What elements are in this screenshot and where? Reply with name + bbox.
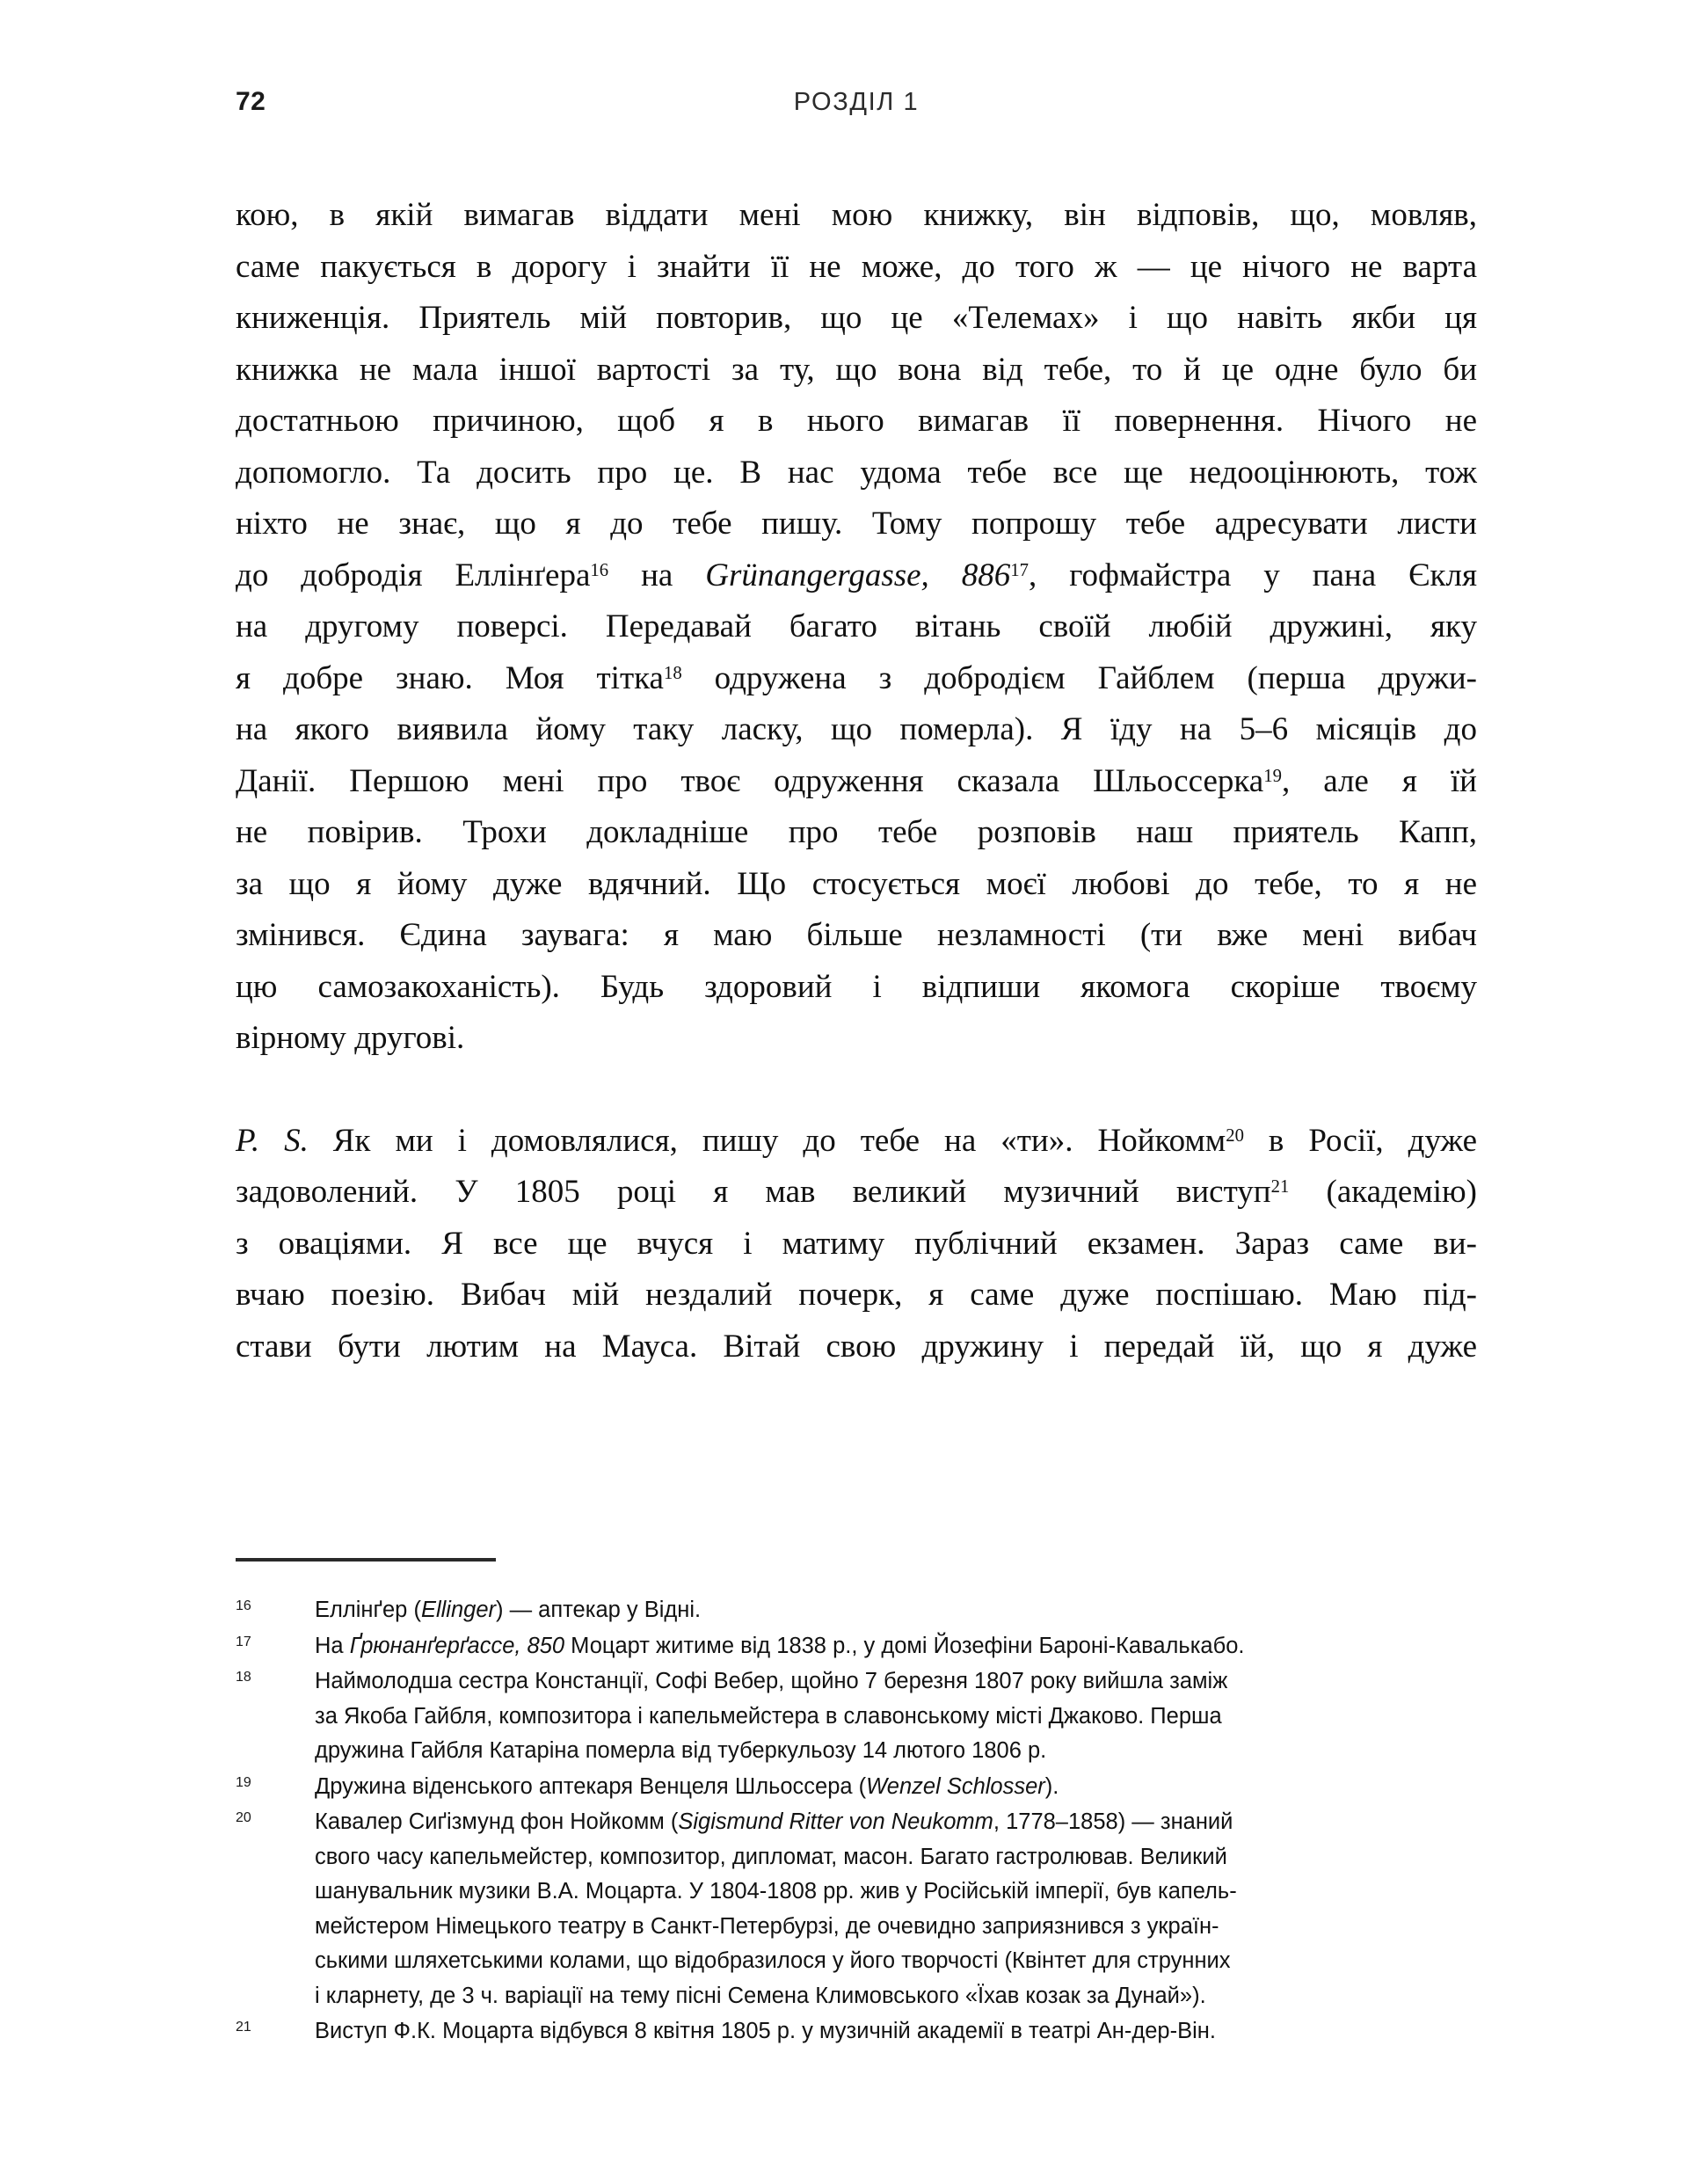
body-text-run: задоволений. У 1805 році я мав великий музичний виступ xyxy=(236,1174,1271,1210)
footnote-italic-run: Wenzel Schlosser xyxy=(866,1773,1045,1799)
body-line: на другому поверсі. Передавай багато вітань своїй любій дружині, яку xyxy=(236,608,1477,644)
body-line: допомогло. Та досить про це. В нас удома тебе все ще недооцінюють, тож xyxy=(236,454,1477,491)
street-name-italic: Grünangergasse, 886 xyxy=(705,557,1011,593)
running-head xyxy=(236,84,1477,120)
footnote-separator-rule xyxy=(236,1558,496,1562)
body-line-footnote-ref-18 xyxy=(236,653,1477,705)
footnote-italic-run: Sigismund Ritter von Neukomm xyxy=(678,1809,993,1834)
body-text-run: Данії. Першою мені про твоє одруження сказала Шльоссерка xyxy=(236,762,1264,799)
body-line: не повірив. Трохи докладніше про тебе розповів наш приятель Капп, xyxy=(236,814,1477,850)
footnote-number[interactable]: 20 xyxy=(236,1810,251,1825)
footnote-ref-19[interactable]: 19 xyxy=(1263,766,1282,786)
footnote-italic-run: Ellinger xyxy=(420,1598,496,1622)
footnote-text-run: дружина Гайбля Катаріна померла від туберкульозу 14 лютого 1806 р. xyxy=(315,1738,1047,1763)
footnote-item xyxy=(236,1664,1477,1769)
body-line: достатньою причиною, щоб я в нього вимагав її повернення. Нічого не xyxy=(236,403,1477,439)
chapter-title: РОЗДІЛ 1 xyxy=(793,88,920,116)
footnote-text-run: Дружина віденського аптекаря Венцеля Шльоссера ( xyxy=(315,1773,867,1799)
footnote-line xyxy=(315,1664,1477,1700)
body-line: книжка не мала іншої вартості за ту, що вона від тебе, то й це одне було би xyxy=(236,351,1477,388)
body-line: на якого виявила йому таку ласку, що померла). Я їду на 5–6 місяців до xyxy=(236,711,1477,747)
footnote-item xyxy=(236,1629,1477,1664)
footnote-text-run: Виступ Ф.К. Моцарта відбувся 8 квітня 1805 р. у музичній академії в театрі Ан-дер-Він. xyxy=(315,2019,1216,2043)
footnote-line xyxy=(315,1593,1477,1628)
body-text-run: , але я їй xyxy=(1281,762,1477,799)
footnote-text-run: Кавалер Сиґізмунд фон Нойкомм ( xyxy=(315,1809,679,1834)
body-text-run: , гофмайстра у пана Єкля xyxy=(1028,557,1477,593)
footnote-line xyxy=(315,1700,1477,1735)
body-line: вчаю поезію. Вибач мій нездалий почерк, я саме дуже поспішаю. Маю під- xyxy=(236,1277,1477,1313)
page-number: 72 xyxy=(236,87,266,116)
footnote-ref-20[interactable]: 20 xyxy=(1226,1125,1244,1146)
body-text-run: до добродія Еллінґера xyxy=(236,557,591,593)
body-line: саме пакується в дорогу і знайти її не може, до того ж — це нічого не варта xyxy=(236,248,1477,285)
footnote-ref-21[interactable]: 21 xyxy=(1270,1177,1290,1198)
footnote-item xyxy=(236,1805,1477,2013)
footnote-text-run: шанувальник музики В.А. Моцарта. У 1804-1808 рр. жив у Російській імперії, був капель- xyxy=(315,1879,1237,1904)
footnote-line xyxy=(315,1629,1477,1664)
body-line: кою, в якій вимагав віддати мені мою книжку, він відповів, що, мовляв, xyxy=(236,197,1477,233)
body-line: змінився. Єдина заувага: я маю більше незламності (ти вже мені вибач xyxy=(236,917,1477,953)
footnote-number[interactable]: 18 xyxy=(236,1670,251,1685)
body-line: за що я йому дуже вдячний. Що стосується моєї любові до тебе, то я не xyxy=(236,865,1477,902)
footnote-number[interactable]: 16 xyxy=(236,1598,251,1613)
body-line: стави бути лютим на Мауса. Вітай свою дружину і передай їй, що я дуже xyxy=(236,1328,1477,1365)
paragraph-letter xyxy=(236,190,1477,1065)
body-line-footnote-ref-21 xyxy=(236,1167,1477,1219)
footnote-text-run: Наймолодша сестра Констанції, Софі Вебер, щойно 7 березня 1807 року вийшла заміж xyxy=(315,1669,1228,1693)
body-line: вірному другові. xyxy=(236,1020,465,1056)
body-text-run: в Росії, дуже xyxy=(1243,1122,1478,1159)
body-line: книженція. Приятель мій повторив, що це «Телемах» і що навіть якби ця xyxy=(236,300,1477,336)
footnote-number[interactable]: 19 xyxy=(236,1774,251,1790)
body-line-ps-first xyxy=(236,1116,1477,1168)
footnote-text-run: ). xyxy=(1044,1773,1059,1799)
footnote-text-run: , 1778–1858) — знаний xyxy=(993,1809,1233,1834)
footnote-text-run: ськими шляхетськими колами, що відобразилося у його творчості (Квінтет для струнних xyxy=(315,1948,1231,1973)
footnote-ref-17[interactable]: 17 xyxy=(1010,560,1029,580)
body-text xyxy=(236,190,1477,1372)
body-text-run: (академію) xyxy=(1289,1174,1477,1210)
body-line-footnote-ref-16-17 xyxy=(236,550,1477,602)
footnote-line xyxy=(315,2014,1477,2049)
footnote-line xyxy=(315,1910,1477,1945)
footnote-number[interactable]: 21 xyxy=(236,2020,251,2035)
footnote-list xyxy=(236,1593,1477,2049)
footnote-line xyxy=(315,1805,1477,1840)
footnote-text-run: мейстером Німецького театру в Санкт-Петербурзі, де очевидно заприязнився з україн- xyxy=(315,1913,1219,1939)
footnote-text-run: На xyxy=(315,1633,350,1658)
body-line: ніхто не знає, що я до тебе пишу. Тому попрошу тебе адресувати листи xyxy=(236,506,1477,542)
footnote-line xyxy=(315,1944,1477,1979)
body-line: з оваціями. Я все ще вчуся і матиму публічний екзамен. Зараз саме ви- xyxy=(236,1225,1477,1262)
footnotes-section xyxy=(236,1558,1477,2050)
footnote-text-run: ) — аптекар у Відні. xyxy=(496,1598,702,1622)
body-text-run: Як ми і домовлялися, пишу до тебе на «ти». Нойкомм xyxy=(308,1122,1226,1159)
body-text-run: я добре знаю. Моя тітка xyxy=(236,659,664,696)
body-text-run: на xyxy=(608,557,706,593)
body-line-footnote-ref-19 xyxy=(236,756,1477,808)
footnote-text-run: за Якоба Гайбля, композитора і капельмейстера в славонському місті Джаково. Перша xyxy=(315,1703,1222,1729)
footnote-text-run: Еллінґер ( xyxy=(315,1598,421,1622)
footnote-ref-16[interactable]: 16 xyxy=(590,560,609,580)
ps-label: P. S. xyxy=(236,1122,309,1159)
footnote-text-run: і кларнету, де 3 ч. варіації на тему пісні Семена Климовського «Їхав козак за Дунай»). xyxy=(315,1983,1206,2008)
footnote-item xyxy=(236,2014,1477,2049)
footnote-italic-run: Ґрюнанґерґассе, 850 xyxy=(349,1633,565,1658)
footnote-item xyxy=(236,1593,1477,1628)
footnote-line xyxy=(315,1875,1477,1910)
footnote-text-run: свого часу капельмейстер, композитор, дипломат, масон. Багато гастролював. Великий xyxy=(315,1844,1227,1869)
footnote-line xyxy=(315,1734,1477,1769)
footnote-line xyxy=(315,1770,1477,1805)
paragraph-postscript xyxy=(236,1116,1477,1373)
body-text-run: одружена з добродієм Гайблем (перша дружи- xyxy=(681,659,1477,696)
footnote-item xyxy=(236,1770,1477,1805)
body-line: цю самозакоханість). Будь здоровий і відпиши якомога скоріше твоєму xyxy=(236,968,1477,1005)
footnote-line xyxy=(315,1979,1477,2014)
footnote-ref-18[interactable]: 18 xyxy=(663,663,682,683)
footnote-line xyxy=(315,1840,1477,1875)
footnote-number[interactable]: 17 xyxy=(236,1634,251,1649)
footnote-text-run: Моцарт житиме від 1838 р., у домі Йозефіни Бароні-Кавалькабо. xyxy=(564,1633,1245,1658)
